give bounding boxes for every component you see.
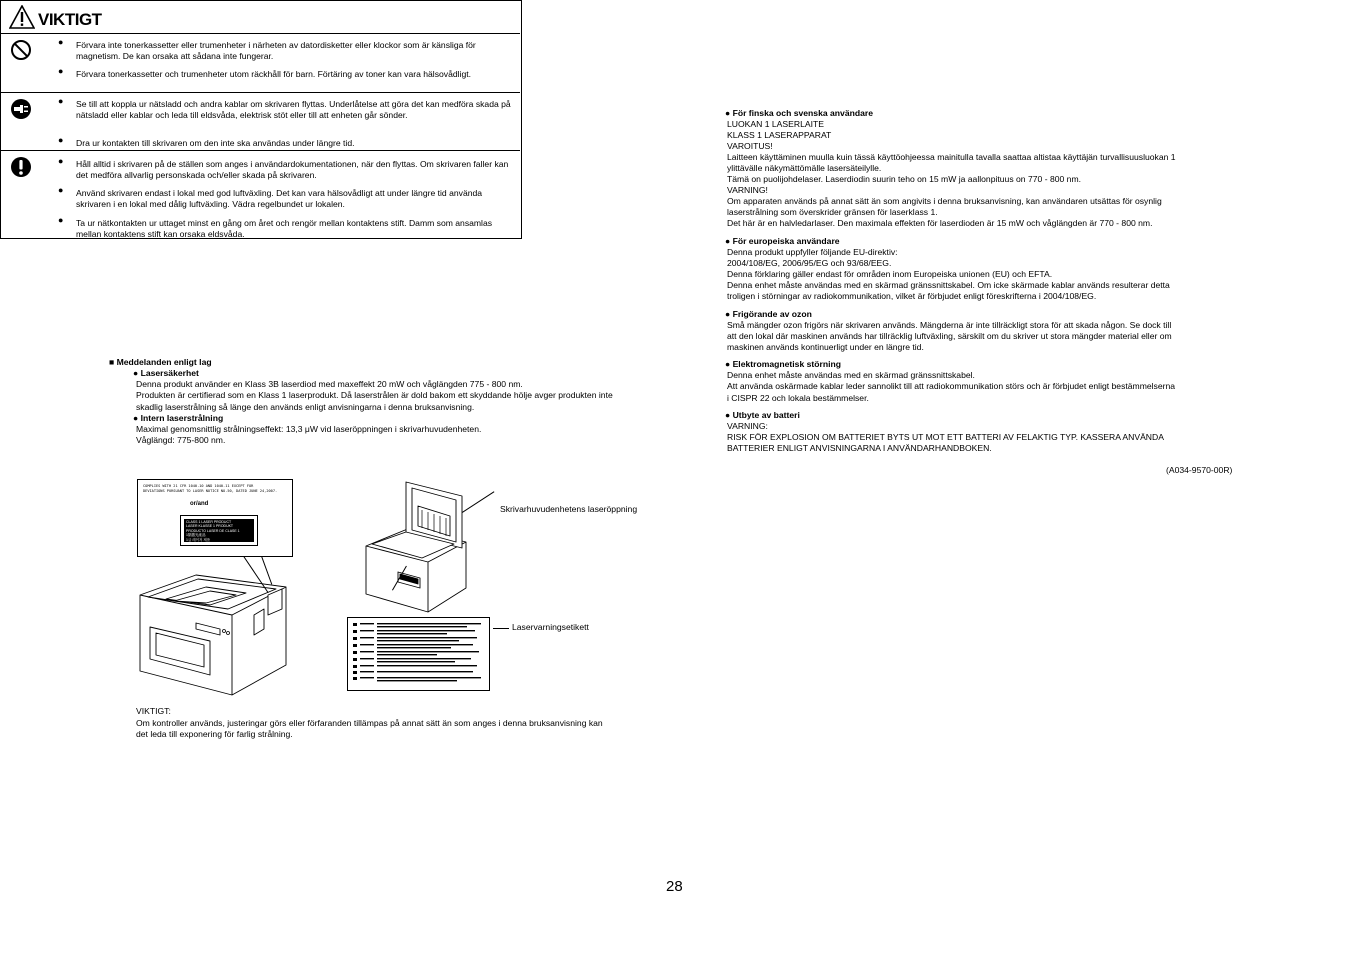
text-line: Små mängder ozon frigörs när skrivaren används. Mängderna är inte tillräckligt stora för att skada någon. Se dock till xyxy=(727,320,1172,330)
warning-item: Använd skrivaren endast i lokal med god luftväxling. Det kan vara hälsovådligt att under längre tid använda skrivaren i en lokal med dålig luftväxling. Vädra regelbundet ur lokalen. xyxy=(76,188,483,209)
warning-item: Dra ur kontakten till skrivaren om den inte ska användas under längre tid. xyxy=(76,138,355,148)
text-line: LUOKAN 1 LASERLAITE xyxy=(727,119,824,129)
text-line: laserstrålning som överskrider gränsen för laserklass 1. xyxy=(727,207,938,217)
text-line: Det här är en halvledarlaser. Den maximala effekten för laserdioden är 15 mW och våglängden är 770 - 800 nm. xyxy=(727,218,1153,228)
text-line: att den lokal där maskinen används har tillräcklig luftväxling, särskilt om du skriver ut stora mängder material eller om xyxy=(727,331,1172,341)
document-code: (A034-9570-00R) xyxy=(1166,465,1233,475)
section-heading: ● Utbyte av batteri xyxy=(725,410,800,420)
warning-label-text-lines xyxy=(351,621,486,687)
text-line: i CISPR 22 och lokala bestämmelser. xyxy=(727,393,869,403)
warning-item: Ta ur nätkontakten ur uttaget minst en gång om året och rengör mellan kontaktens stift. Damm som ansamlas mellan kontaktens stift kan orsaka eldsvåda. xyxy=(76,218,493,239)
exclamation-icon xyxy=(10,156,32,178)
text-line: Denna produkt använder en Klass 3B laserdiod med maxeffekt 20 mW och våglängden 775 - 800 nm. xyxy=(136,379,523,389)
laser-warning-label-figure xyxy=(347,617,490,691)
text-line: Att använda oskärmade kablar leder sannolikt till att radiokommunikation störs och är förbjudet enligt bestämmelserna xyxy=(727,381,1176,391)
warning-section-exclamation: ● Håll alltid i skrivaren på de ställen som anges i användardokumentationen, när den flyttas. Om skrivaren faller kan det medföra allvarlig personskada och/eller skada på skrivaren. ● Använd skrivaren endast i lokal med god luftväxling. Det kan vara hälsovådligt att under längre tid använda skrivaren i en lokal med dålig luftväxling. Vädra regelbundet ur lokalen. ● Ta ur nätkontakten ur uttaget minst en gång om året och rengör mellan kontaktens stift. Damm som ansamlas mellan kontaktens stift kan orsaka eldsvåda. xyxy=(0,150,520,237)
subsection-heading: ● Intern laserstrålning xyxy=(133,413,224,423)
text-line: VARNING: xyxy=(727,421,768,431)
warning-title: VIKTIGT xyxy=(38,10,102,29)
cert-or-and: or/and xyxy=(190,501,209,507)
section-heading: ● Frigörande av ozon xyxy=(725,309,812,319)
text-line: Våglängd: 775-800 nm. xyxy=(136,435,226,445)
text-line: Laitteen käyttäminen muulla kuin tässä käyttöohjeessa mainitulla tavalla saattaa altistaa käyttäjän turvallisuusluokan 1 xyxy=(727,152,1176,162)
unplug-icon xyxy=(10,98,32,120)
warning-item: Förvara tonerkassetter och trumenheter utom räckhåll för barn. Förtäring av toner kan vara hälsovådligt. xyxy=(76,69,472,79)
text-line: RISK FÖR EXPLOSION OM BATTERIET BYTS UT MOT ETT BATTERI AV FELAKTIG TYP. KASSERA ANVÄNDA xyxy=(727,432,1164,442)
section-heading: ■ Meddelanden enligt lag xyxy=(109,357,212,367)
text-line: skadlig laserstrålning så länge den används enligt anvisningarna i denna bruksanvisning. xyxy=(136,402,475,412)
certification-label-figure xyxy=(137,479,293,557)
text-line: Denna enhet måste användas med en skärmad gränssnittskabel. xyxy=(727,370,975,380)
text-line: ylittävälle näkymättömälle lasersäteilylle. xyxy=(727,163,882,173)
leader-line xyxy=(493,628,509,629)
text-line: Produkten är certifierad som en Klass 1 laserprodukt. Då laserstrålen är dold bakom ett skyddande hölje avger produkten inte xyxy=(136,390,613,400)
warning-section-unplug: ● Se till att koppla ur nätsladd och andra kablar om skrivaren flyttas. Underlåtelse att göra det kan medföra skada på nätsladd eller kablar och leda till eldsvåda, elektrisk stöt eller till att enheten går sönder. ● Dra ur kontakten till skrivaren om den inte ska användas under längre tid. xyxy=(0,92,520,151)
text-line: VARNING! xyxy=(727,185,768,195)
warning-box xyxy=(0,0,522,239)
class-label-sticker: CLASS 1 LASER PRODUCT LASER KLASSE 1 PRODUKT PRODUCTO LASER DE CLASE 1 1類激光產品 1급 레이저 제품 xyxy=(180,515,258,546)
section-heading: ● För europeiska användare xyxy=(725,236,840,246)
figure-label-laser-opening: Skrivarhuvudenhetens laseröppning xyxy=(500,504,638,514)
figure-label-warning-sticker: Laservarningsetikett xyxy=(512,622,589,632)
note-line: det leda till exponering för farlig strålning. xyxy=(136,729,293,739)
section-heading: ● För finska och svenska användare xyxy=(725,108,874,118)
warning-section-prohibition: ● Förvara inte tonerkassetter eller trumenheter i närheten av datordisketter eller klockor som är känsliga för magnetism. De kan orsaka att sådana inte fungerar. ● Förvara tonerkassetter och trumenheter utom räckhåll för barn. Förtäring av toner kan vara hälsovådligt. xyxy=(0,33,520,93)
text-line: KLASS 1 LASERAPPARAT xyxy=(727,130,832,140)
prohibition-icon xyxy=(10,39,32,61)
warning-header xyxy=(0,0,520,34)
text-line: Tämä on puolijohdelaser. Laserdiodin suurin teho on 15 mW ja aallonpituus on 770 - 800 nm. xyxy=(727,174,1081,184)
page-number: 28 xyxy=(666,878,683,895)
warning-item: Se till att koppla ur nätsladd och andra kablar om skrivaren flyttas. Underlåtelse att göra det kan medföra skada på nätsladd eller kablar och leda till eldsvåda, elektrisk stöt eller till att enheten går sönder. xyxy=(76,99,511,120)
text-line: maskinen används kontinuerligt under en längre tid. xyxy=(727,342,924,352)
warning-item: Förvara inte tonerkassetter eller trumenheter i närheten av datordisketter eller klockor som är känsliga för magnetism. De kan orsaka att sådana inte fungerar. xyxy=(76,40,476,61)
printer-closed-illustration xyxy=(136,557,296,697)
note-line: Om kontroller används, justeringar görs eller förfaranden tillämpas på annat sätt än som anges i denna bruksanvisning kan xyxy=(136,718,603,728)
text-line: Denna produkt uppfyller följande EU-direktiv: xyxy=(727,247,898,257)
text-line: Om apparaten används på annat sätt än som angivits i denna bruksanvisning, kan användaren utsättas för osynlig xyxy=(727,196,1162,206)
subsection-heading: ● Lasersäkerhet xyxy=(133,368,199,378)
warning-triangle-icon xyxy=(9,5,35,29)
text-line: 2004/108/EG, 2006/95/EG och 93/68/EEG. xyxy=(727,258,892,268)
text-line: Maximal genomsnittlig strålningseffekt: 13,3 μW vid laseröppningen i skrivarhuvudenheten. xyxy=(136,424,482,434)
text-line: Denna förklaring gäller endast för områden inom Europeiska unionen (EU) och EFTA. xyxy=(727,269,1053,279)
text-line: troligen i störningar av radiokommunikation, vilket är förbjudet enligt föreskrifterna i 2004/108/EG. xyxy=(727,291,1097,301)
section-heading: ● Elektromagnetisk störning xyxy=(725,359,841,369)
certification-text: COMPLIES WITH 21 CFR 1040.10 AND 1040.11 EXCEPT FOR DEVIATIONS PURSUANT TO LASER NOTICE NO.50, DATED JUNE 24,2007. xyxy=(143,484,278,493)
text-line: Denna enhet måste användas med en skärmad gränssnittskabel. Om icke skärmade kablar används resulterar detta xyxy=(727,280,1170,290)
text-line: BATTERIER ENLIGT ANVISNINGARNA I ANVÄNDARHANDBOKEN. xyxy=(727,443,992,453)
warning-item: Håll alltid i skrivaren på de ställen som anges i användardokumentationen, när den flyttas. Om skrivaren faller kan det medföra allvarlig personskada och/eller skada på skrivaren. xyxy=(76,159,509,180)
printer-open-illustration xyxy=(362,476,474,616)
note-heading: VIKTIGT: xyxy=(136,706,171,716)
text-line: VAROITUS! xyxy=(727,141,773,151)
